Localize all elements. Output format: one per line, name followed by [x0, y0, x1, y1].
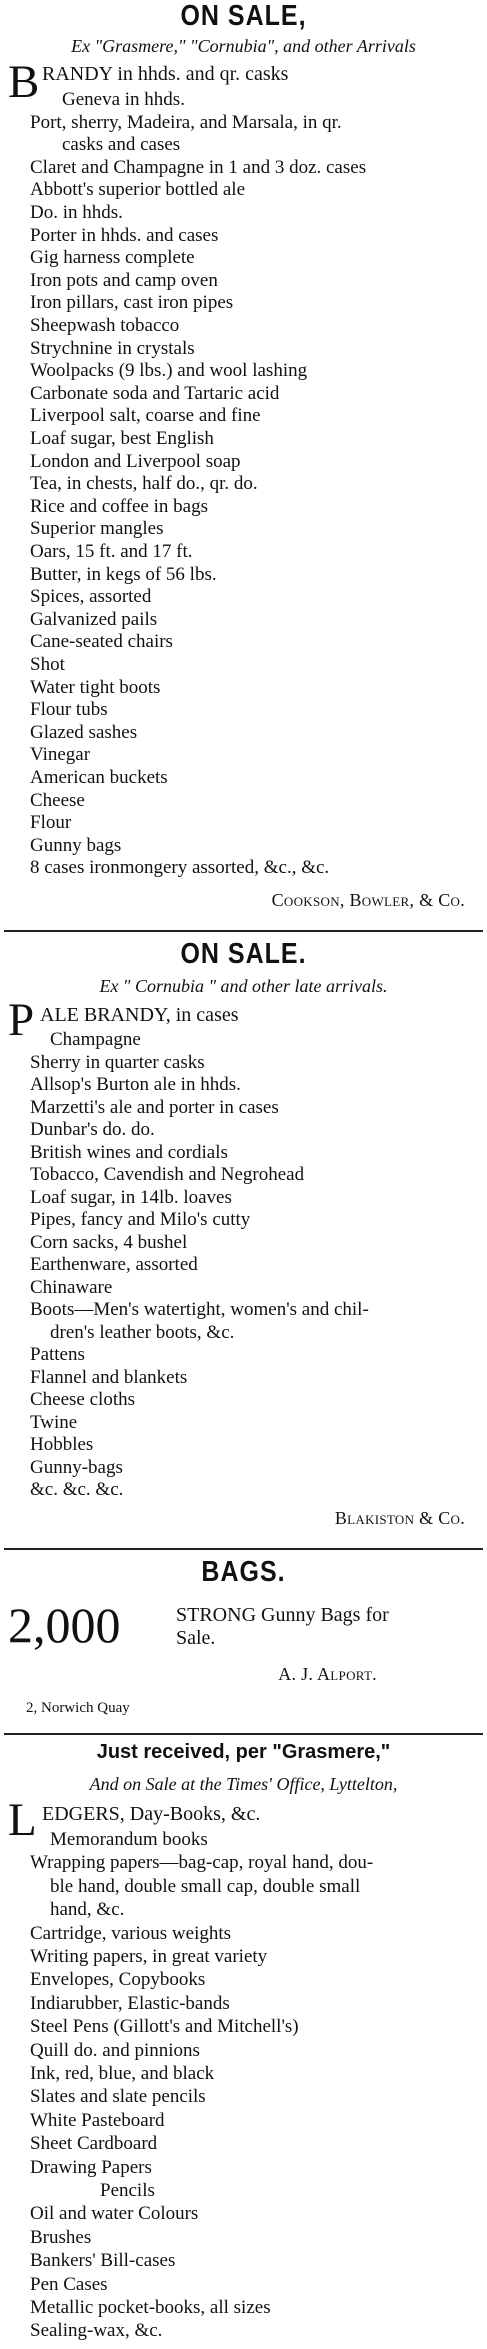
- ad1-first-line: RANDY in hhds. and qr. casks: [42, 63, 289, 85]
- ad1-list-item: Strychnine in crystals: [30, 337, 195, 359]
- ad1-list-item: Loaf sugar, best English: [30, 428, 214, 449]
- ad4-list-item: Brushes: [30, 2226, 92, 2248]
- divider-rule: [4, 930, 483, 932]
- ad1-list-item: Cane-seated chairs: [30, 631, 173, 653]
- ad1-list-item: London and Liverpool soap: [30, 450, 241, 472]
- ad4-list-item: Drawing Papers: [30, 2156, 152, 2178]
- ad4-list-item: Pen Cases: [30, 2273, 108, 2295]
- ad1-list-item: Gunny bags: [30, 834, 122, 856]
- ad1-list-item: Vinegar: [30, 744, 91, 766]
- ad4-first-line: EDGERS, Day-Books, &c.: [42, 1803, 261, 1825]
- ad1-list-item: Spices, assorted: [30, 586, 152, 608]
- ad4-list-item: Quill do. and pinnions: [30, 2039, 200, 2061]
- ad1-list-item: Tea, in chests, half do., qr. do.: [30, 473, 258, 495]
- ad3-signature: A. J. Alport.: [278, 1664, 377, 1684]
- divider-rule: [4, 1733, 483, 1735]
- ad4-list-item: Cartridge, various weights: [30, 1922, 232, 1944]
- ad2-list-item: Twine: [30, 1411, 78, 1433]
- ad2-list-item: Sherry in quarter casks: [30, 1051, 205, 1073]
- ad2-list-item: Hobbles: [30, 1434, 94, 1455]
- ad2-heading: ON SALE.: [180, 937, 307, 971]
- ad1-list-item: American buckets: [30, 767, 168, 788]
- ad2-list-item: Loaf sugar, in 14lb. loaves: [30, 1186, 232, 1208]
- ad2-list-item: Champagne: [50, 1029, 141, 1050]
- ad1-list-item: Iron pots and camp oven: [30, 269, 218, 291]
- ad4-list-item: ble hand, double small cap, double small: [50, 1875, 361, 1897]
- ad2-list-item: Pipes, fancy and Milo's cutty: [30, 1209, 251, 1230]
- ad3-text-line2: Sale.: [176, 1627, 216, 1649]
- ad1-list-item: Cheese: [30, 789, 85, 811]
- ad1-subtitle: Ex "Grasmere," "Cornubia", and other Arrivals: [71, 36, 416, 56]
- ad2-list-item: dren's leather boots, &c.: [50, 1321, 235, 1343]
- ad4-subtitle: And on Sale at the Times' Office, Lyttelton,: [89, 1774, 398, 1794]
- ad4-list-item: Envelopes, Copybooks: [30, 1969, 206, 1991]
- ad3-text-line1: STRONG Gunny Bags for: [176, 1604, 389, 1626]
- ad4-heading: Just received, per "Grasmere,": [96, 1741, 391, 1763]
- ad1-list-item: Flour: [30, 812, 72, 834]
- ad4-list-item: Memorandum books: [50, 1829, 208, 1850]
- ad1-list-item: casks and cases: [62, 134, 181, 156]
- ad2-list-item: Cheese cloths: [30, 1389, 136, 1410]
- ad1-list-item: Abbott's superior bottled ale: [30, 179, 246, 201]
- ad1-list-item: Superior mangles: [30, 518, 164, 540]
- ad2-list-item: Flannel and blankets: [30, 1366, 188, 1388]
- ad2-signature: Blakiston & Co.: [334, 1508, 465, 1528]
- ad4-list-item: White Pasteboard: [30, 2109, 165, 2131]
- ad1-list-item: Butter, in kegs of 56 lbs.: [30, 563, 217, 585]
- ad1-heading: ON SALE,: [180, 0, 307, 33]
- ad1-list-item: Iron pillars, cast iron pipes: [30, 292, 234, 314]
- ad1-list-item: Liverpool salt, coarse and fine: [30, 405, 261, 427]
- ad2-list-item: &c. &c. &c.: [30, 1479, 124, 1500]
- ad1-list-item: Geneva in hhds.: [62, 89, 185, 110]
- ad2-list-item: Corn sacks, 4 bushel: [30, 1231, 188, 1253]
- ad1-list-item: Porter in hhds. and cases: [30, 224, 219, 246]
- ad3-address: 2, Norwich Quay: [26, 1700, 130, 1716]
- ad1-list-item: Gig harness complete: [30, 247, 195, 269]
- ad2-list-item: Chinaware: [30, 1276, 113, 1298]
- ad1-list-item: Sheepwash tobacco: [30, 315, 180, 336]
- ad1-list-item: Flour tubs: [30, 699, 108, 721]
- ad1-list-item: Port, sherry, Madeira, and Marsala, in qr.: [30, 111, 342, 133]
- ad1-list-item: Glazed sashes: [30, 721, 138, 743]
- ad2-dropcap: P: [8, 994, 35, 1046]
- ad4-list-item: Sealing-wax, &c.: [30, 2320, 163, 2342]
- ad4-list-item: Writing papers, in great variety: [30, 1946, 268, 1967]
- ad2-subtitle: Ex " Cornubia " and other late arrivals.: [99, 976, 388, 996]
- ad2-list-item: Earthenware, assorted: [30, 1254, 198, 1275]
- ad2-list-item: Marzetti's ale and porter in cases: [30, 1096, 279, 1118]
- ad4-list-item: Indiarubber, Elastic-bands: [30, 1992, 230, 2014]
- ad1-list-item: Oars, 15 ft. and 17 ft.: [30, 541, 193, 562]
- ad4-list-item: Oil and water Colours: [30, 2203, 199, 2225]
- ad4-list-item: Slates and slate pencils: [30, 2086, 206, 2108]
- ad1-list-item: Galvanized pails: [30, 608, 158, 630]
- ad4-list-item: Steel Pens (Gillott's and Mitchell's): [30, 2016, 299, 2038]
- divider-rule: [4, 1548, 483, 1550]
- ad4-dropcap: L: [8, 1794, 37, 1846]
- ad4-list-item: Metallic pocket-books, all sizes: [30, 2297, 271, 2318]
- ad2-first-line: ALE BRANDY, in cases: [40, 1004, 239, 1026]
- ad1-list-item: Claret and Champagne in 1 and 3 doz. cases: [30, 156, 367, 178]
- ad2-list-item: Boots—Men's watertight, women's and chil-: [30, 1299, 369, 1320]
- ad1-list-item: Woolpacks (9 lbs.) and wool lashing: [30, 360, 308, 382]
- ad4-list-item: Pencils: [100, 2180, 155, 2201]
- ad1-list-item: Carbonate soda and Tartaric acid: [30, 382, 280, 404]
- ad4-list-item: hand, &c.: [50, 1899, 125, 1921]
- ad2-list-item: Pattens: [30, 1344, 85, 1365]
- ad4-list-item: Sheet Cardboard: [30, 2133, 158, 2155]
- ad4-list-item: Bankers' Bill-cases: [30, 2250, 176, 2272]
- ad1-list-item: 8 cases ironmongery assorted, &c., &c.: [30, 857, 330, 879]
- ad2-list-item: Tobacco, Cavendish and Negrohead: [30, 1164, 305, 1185]
- ad2-list-item: Allsop's Burton ale in hhds.: [30, 1074, 241, 1095]
- ad3-heading: BAGS.: [201, 1555, 286, 1589]
- ad1-dropcap: B: [8, 56, 40, 108]
- ad1-signature: Cookson, Bowler, & Co.: [271, 890, 465, 910]
- ad1-list-item: Water tight boots: [30, 676, 161, 698]
- ad4-list-item: Ink, red, blue, and black: [30, 2063, 215, 2084]
- ad4-list-item: Wrapping papers—bag-cap, royal hand, dou-: [30, 1852, 374, 1874]
- ad2-list-item: Dunbar's do. do.: [30, 1119, 155, 1140]
- ad2-list-item: British wines and cordials: [30, 1141, 228, 1163]
- ad1-list-item: Rice and coffee in bags: [30, 495, 208, 517]
- ad1-list-item: Shot: [30, 654, 65, 675]
- ad2-list-item: Gunny-bags: [30, 1456, 123, 1478]
- ad3-number: 2,000: [8, 1597, 121, 1653]
- ad1-list-item: Do. in hhds.: [30, 202, 123, 223]
